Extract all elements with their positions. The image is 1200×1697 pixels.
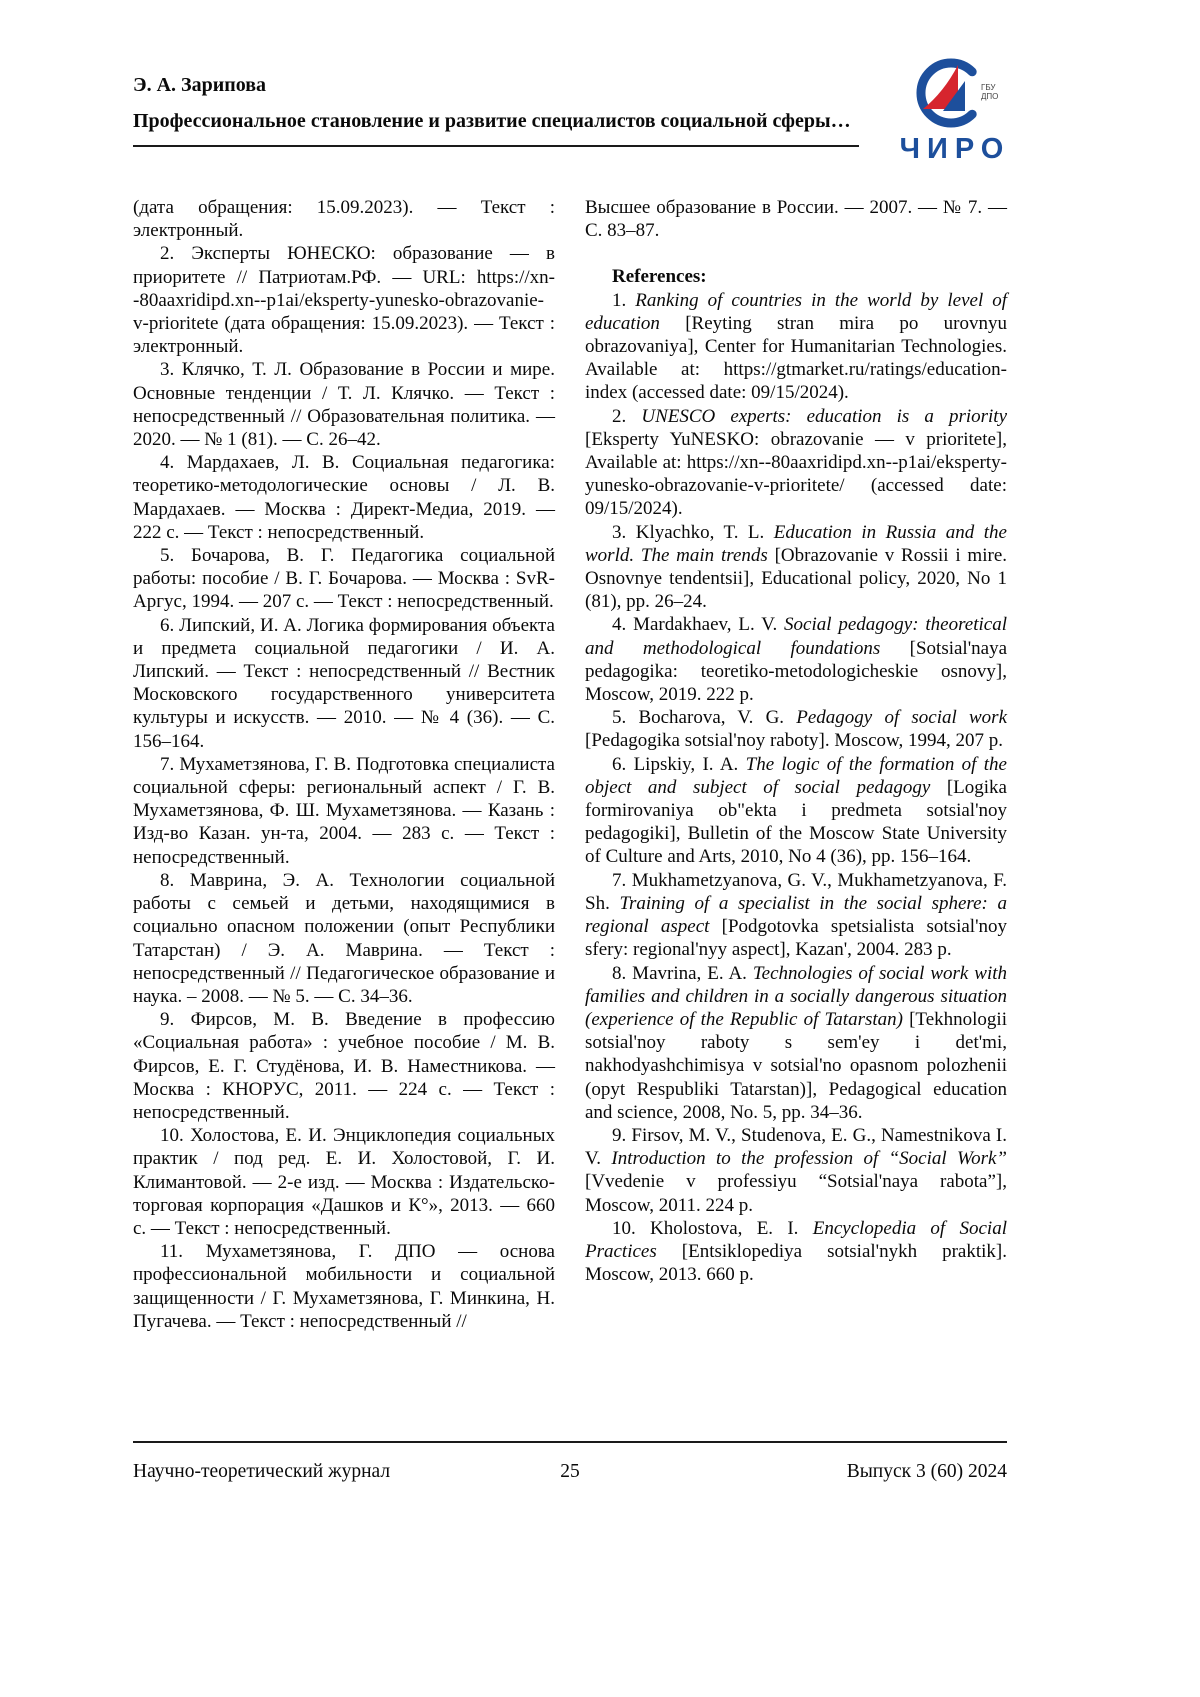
reference-title-italic: Pedagogy of social work — [796, 707, 1008, 729]
references-column-english — [585, 196, 1007, 1333]
reference-text: 4. Mardakhaev, L. V. — [612, 614, 785, 636]
reference-item — [585, 706, 1007, 752]
reference-item — [585, 962, 1007, 1124]
reference-title-italic: UNESCO experts: education is a priority — [641, 405, 1008, 427]
bibliography-item: 8. Маврина, Э. А. Технологии социальной работы с семьей и детьми, находящимися в социально опасном положении (опыт Республики Татарстан) / Э. А. Маврина. — Текст : непосредственный // Педагогическое образование и наука. – 2008. — № 5. — С. 34–36. — [133, 869, 555, 1007]
reference-text: [Pedagogika sotsial'noy raboty]. Moscow, 1994, 207 p. — [585, 730, 1004, 752]
reference-text: 8. Mavrina, E. A. — [612, 962, 753, 984]
bibliography-item: 2. Эксперты ЮНЕСКО: образование — в приоритете // Патриотам.РФ. — URL: https://xn--80aaxridipd.xn--p1ai/eksperty-yunesko-obrazovanie-v-prioritete (дата обращения: 15.09.2023). — Текст : электронный. — [133, 243, 555, 358]
reference-text: 1. — [612, 289, 636, 311]
reference-item — [585, 613, 1007, 706]
footer-journal-label: Научно-теоретический журнал — [133, 1461, 391, 1482]
bibliography-item: 9. Фирсов, М. В. Введение в профессию «Социальная работа» : учебное пособие / М. В. Фирсов, Е. Г. Студёнова, И. В. Наместникова. — Москва : КНОРУС, 2011. — 224 с. — Текст : непосредственный. — [133, 1009, 555, 1123]
reference-title-italic: Technologies of social work with families and children in a socially dangerous situation (experience of the Republic of Tatarstan) — [585, 962, 1007, 1030]
reference-item — [585, 1124, 1007, 1217]
reference-item — [585, 753, 1007, 869]
bibliography-item: 4. Мардахаев, Л. В. Социальная педагогика: теоретико-методологические основы / Л. В. Мардахаев. — Москва : Директ-Медиа, 2019. — 222 с. — Текст : непосредственный. — [133, 452, 555, 543]
reference-item — [585, 521, 1007, 614]
reference-item — [585, 869, 1007, 962]
reference-text: [Logika formirovaniya ob"ekta i predmeta sotsial'noy pedagogiki], Bulletin of the Moscow State University of Culture and Arts, 2010, No 4 (36), pp. 156–164. — [585, 776, 1007, 868]
header-author: Э. А. Зарипова — [133, 74, 267, 96]
logo-small-text-line2: ДПО — [981, 92, 999, 101]
page-number: 25 — [560, 1461, 580, 1482]
header-article-title: Профессиональное становление и развитие специалистов социальной сферы… — [133, 110, 851, 132]
page-footer — [133, 1441, 1007, 1483]
reference-text: [Vvedenie v professiyu “Sotsial'naya rabota”], Moscow, 2011. 224 p. — [585, 1171, 1007, 1216]
reference-text: 5. Bocharova, V. G. — [612, 707, 797, 729]
reference-text: [Sotsial'naya pedagogika: teoretiko-metodologicheskie osnovy], Moscow, 2019. 222 p. — [585, 637, 1007, 706]
reference-item — [585, 289, 1007, 405]
reference-title-italic: Training of a specialist in the social sphere: a regional aspect — [585, 892, 1007, 938]
reference-title-italic: Ranking of countries in the world by level of education — [585, 289, 1008, 334]
reference-title-italic: The logic of the formation of the object and subject of social pedagogy — [585, 753, 1007, 798]
chiro-logo-word: ЧИРО — [899, 133, 1011, 165]
bibliography-item: 11. Мухаметзянова, Г. ДПО — основа профессиональной мобильности и социальной защищенности / Г. Мухаметзянова, Г. Минкина, Н. Пугачева. — Текст : непосредственный // — [133, 1241, 555, 1332]
bibliography-item: 3. Клячко, Т. Л. Образование в России и мире. Основные тенденции / Т. Л. Клячко. — Текст : непосредственный // Образовательная политика. — 2020. — № 1 (81). — С. 26–42. — [133, 359, 555, 451]
reference-item — [585, 1217, 1007, 1287]
reference-text: [Podgotovka spetsialista sotsial'noy sfery: regional'nyy aspect], Kazan', 2004. 283 p. — [585, 916, 1007, 961]
page-body — [133, 196, 1007, 1333]
bibliography-item: (дата обращения: 15.09.2023). — Текст : электронный. — [133, 197, 555, 242]
reference-title-italic: Encyclopedia of Social Practices — [585, 1217, 1007, 1262]
bibliography-item: 5. Бочарова, В. Г. Педагогика социальной работы: пособие / В. Г. Бочарова. — Москва : SvR-Аргус, 1994. — 207 с. — Текст : непосредственный. — [133, 545, 555, 613]
bibliography-item: 10. Холостова, Е. И. Энциклопедия социальных практик / под ред. Е. И. Холостовой, Г. И. Климантовой. — 2-е изд. — Москва : Издательско-торговая корпорация «Дашков и К°», 2013. — 660 с. — Текст : непосредственный. — [133, 1125, 555, 1239]
reference-text: 3. Klyachko, T. L. — [612, 521, 774, 543]
chiro-logo — [898, 56, 1012, 166]
bibliography-column-russian — [133, 196, 555, 1333]
reference-text: 7. Mukhametzyanova, G. V., Mukhametzyanova, F. Sh. — [585, 869, 1007, 914]
reference-text: [Obrazovanie v Rossii i mire. Osnovnye tendentsii], Educational policy, 2020, No 1 (81), pp. 26–24. — [585, 544, 1007, 613]
footer-issue-label: Выпуск 3 (60) 2024 — [846, 1461, 1007, 1482]
reference-text: [Reyting stran mira po urovnyu obrazovaniya], Center for Humanitarian Technologies. Available at: https://gtmarket.ru/ratings/education-index (accessed date: 09/15/2024). — [585, 312, 1007, 404]
reference-text: [Eksperty YuNESKO: obrazovanie — v prioritete], Available at: https://xn--80aaxridipd.xn--p1ai/eksperty-yunesko-obrazovanie-v-prioritete/ (accessed date: 09/15/2024). — [585, 428, 1007, 520]
chiro-logo-emblem-icon — [898, 56, 1012, 130]
reference-title-italic: Introduction to the profession of “Social Work” — [611, 1148, 1007, 1170]
reference-text: 10. Kholostova, E. I. — [612, 1217, 813, 1239]
logo-small-text-line1: ГБУ — [981, 83, 996, 92]
bibliography-item: 6. Липский, И. А. Логика формирования объекта и предмета социальной педагогики / И. А. Липский. — Текст : непосредственный // Вестник Московского государственного университета культуры и искусств. — 2010. — № 4 (36). — С. 156–164. — [133, 614, 555, 752]
reference-item — [585, 405, 1007, 521]
reference-title-italic: Social pedagogy: theoretical and methodological foundations — [585, 614, 1007, 659]
reference-text: [Tekhnologii sotsial'noy raboty s sem'ey i det'mi, nakhodyashchimisya v sotsial'no opasnom polozhenii (opyt Respubliki Tatarstan)], Pedagogical education and science, 2008, No. 5, pp. 34–36. — [585, 1008, 1007, 1123]
reference-text: 2. — [612, 405, 642, 427]
page-header — [133, 74, 859, 147]
reference-text: 9. Firsov, M. V., Studenova, E. G., Namestnikova I. V. — [585, 1124, 1007, 1170]
reference-text: [Entsiklopediya sotsial'nykh praktik]. Moscow, 2013. 660 p. — [585, 1240, 1007, 1286]
bibliography-item: 7. Мухаметзянова, Г. В. Подготовка специалиста социальной сферы: региональный аспект / Г. В. Мухаметзянова, Ф. Ш. Мухаметзянова. — Казань : Изд-во Казан. ун-та, 2004. — 283 с. — Текст : непосредственный. — [133, 753, 555, 868]
reference-title-italic: Education in Russia and the world. The main trends — [585, 521, 1007, 566]
journal-citation-continuation: Высшее образование в России. — 2007. — № 7. — С. 83–87. — [585, 197, 1007, 242]
references-heading: References: — [612, 266, 707, 288]
reference-text: 6. Lipskiy, I. A. — [612, 753, 746, 775]
